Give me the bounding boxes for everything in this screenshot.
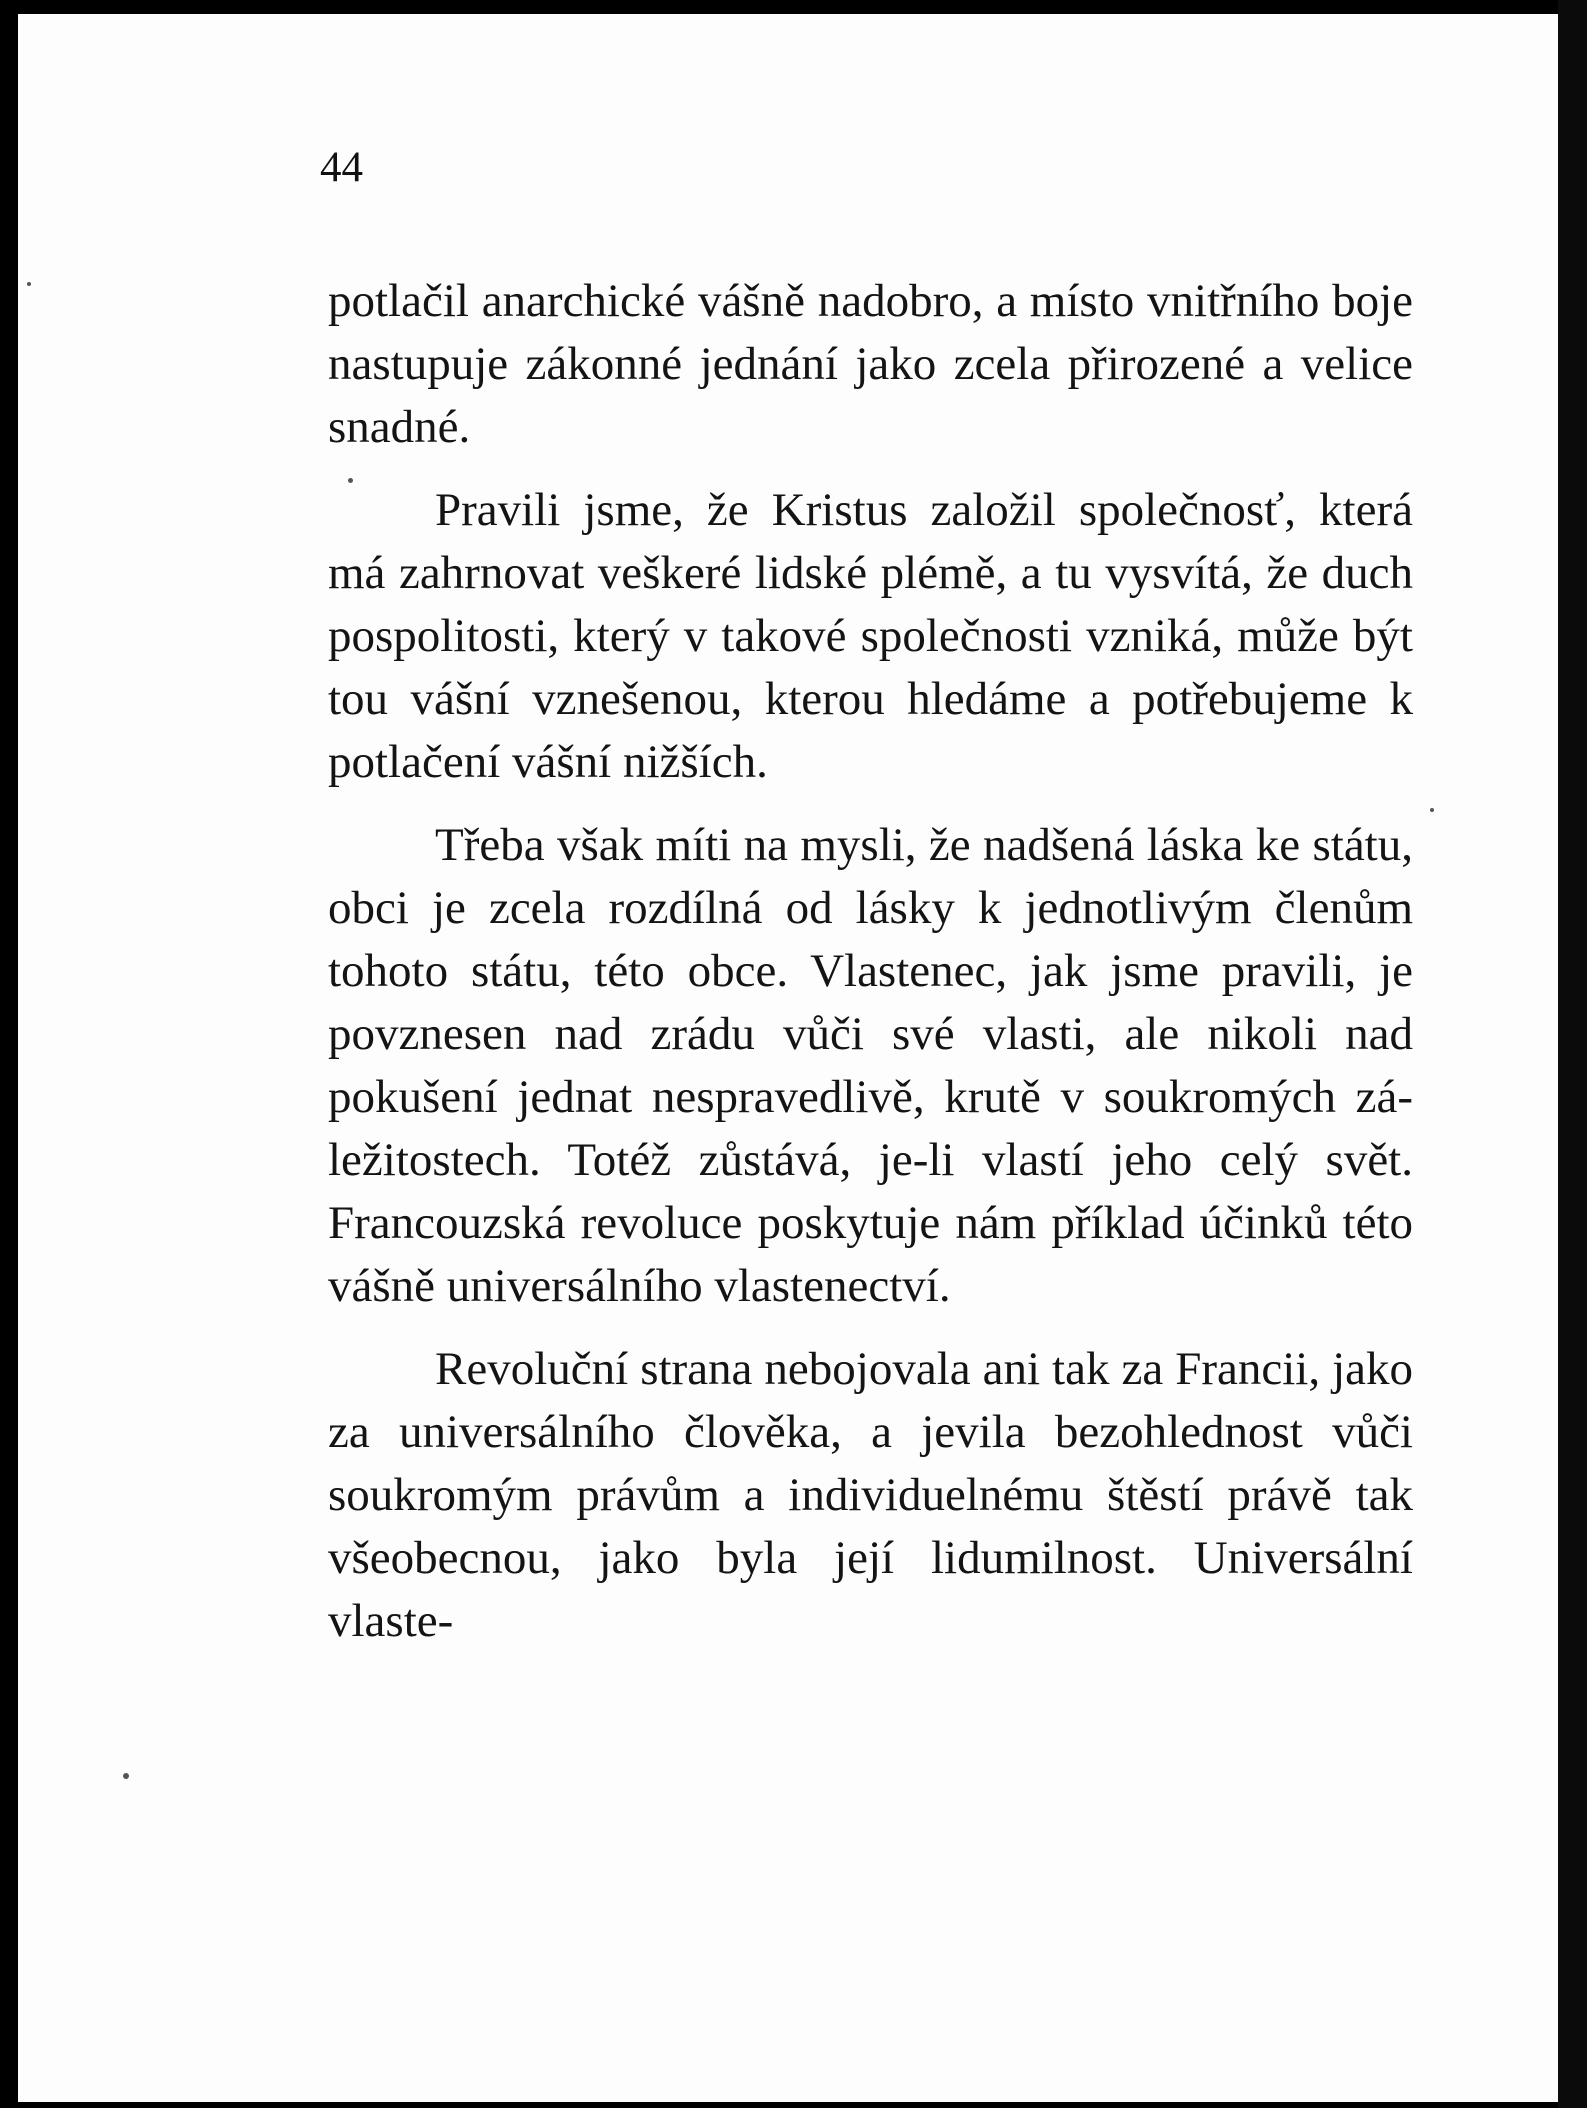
scan-speck [1430, 808, 1434, 812]
page-number: 44 [320, 144, 363, 191]
paragraph-3: Třeba však míti na mysli, že nadšená láska ke státu, obci je zcela rozdílná od lásky k jednotlivým členům tohoto státu, této obce. Vlastenec, jak jsme pravili, je povznesen nad zrádu vůči své vlasti, ale nikoli nad pokušení jednat nespravedlivě, krutě v soukromých záležitostech. Totéž zůstává, je-li vlastí jeho celý svět. Francouzská revoluce poskytuje nám příklad účinků této vášně universálního vlastenectví. [328, 819, 1413, 1312]
body-text [328, 270, 1413, 1653]
scan-speck [27, 282, 31, 286]
paragraph-2: Pravili jsme, že Kristus založil společnosť, která má zahrnovat veškeré lidské plémě, a tu vysvítá, že duch pospolitosti, který v takové společnosti vzniká, může být tou vášní vznešenou, kterou hledáme a potřebujeme k potlačení vášní nižších. [328, 484, 1413, 788]
paragraph-1: potlačil anarchické vášně nadobro, a místo vnitřního boje nastupuje zákonné jednání jako zcela přirozené a velice snadné. [328, 275, 1413, 453]
page-edge-shadow [1558, 0, 1587, 2108]
paragraph-4: Revoluční strana nebojovala ani tak za Francii, jako za universálního člověka, a jevila bezohlednost vůči soukromým právům a individuelnému štěstí právě tak všeobecnou, jako byla její lidumilnost. Universální vlaste- [328, 1343, 1413, 1647]
scan-speck [123, 1773, 129, 1779]
